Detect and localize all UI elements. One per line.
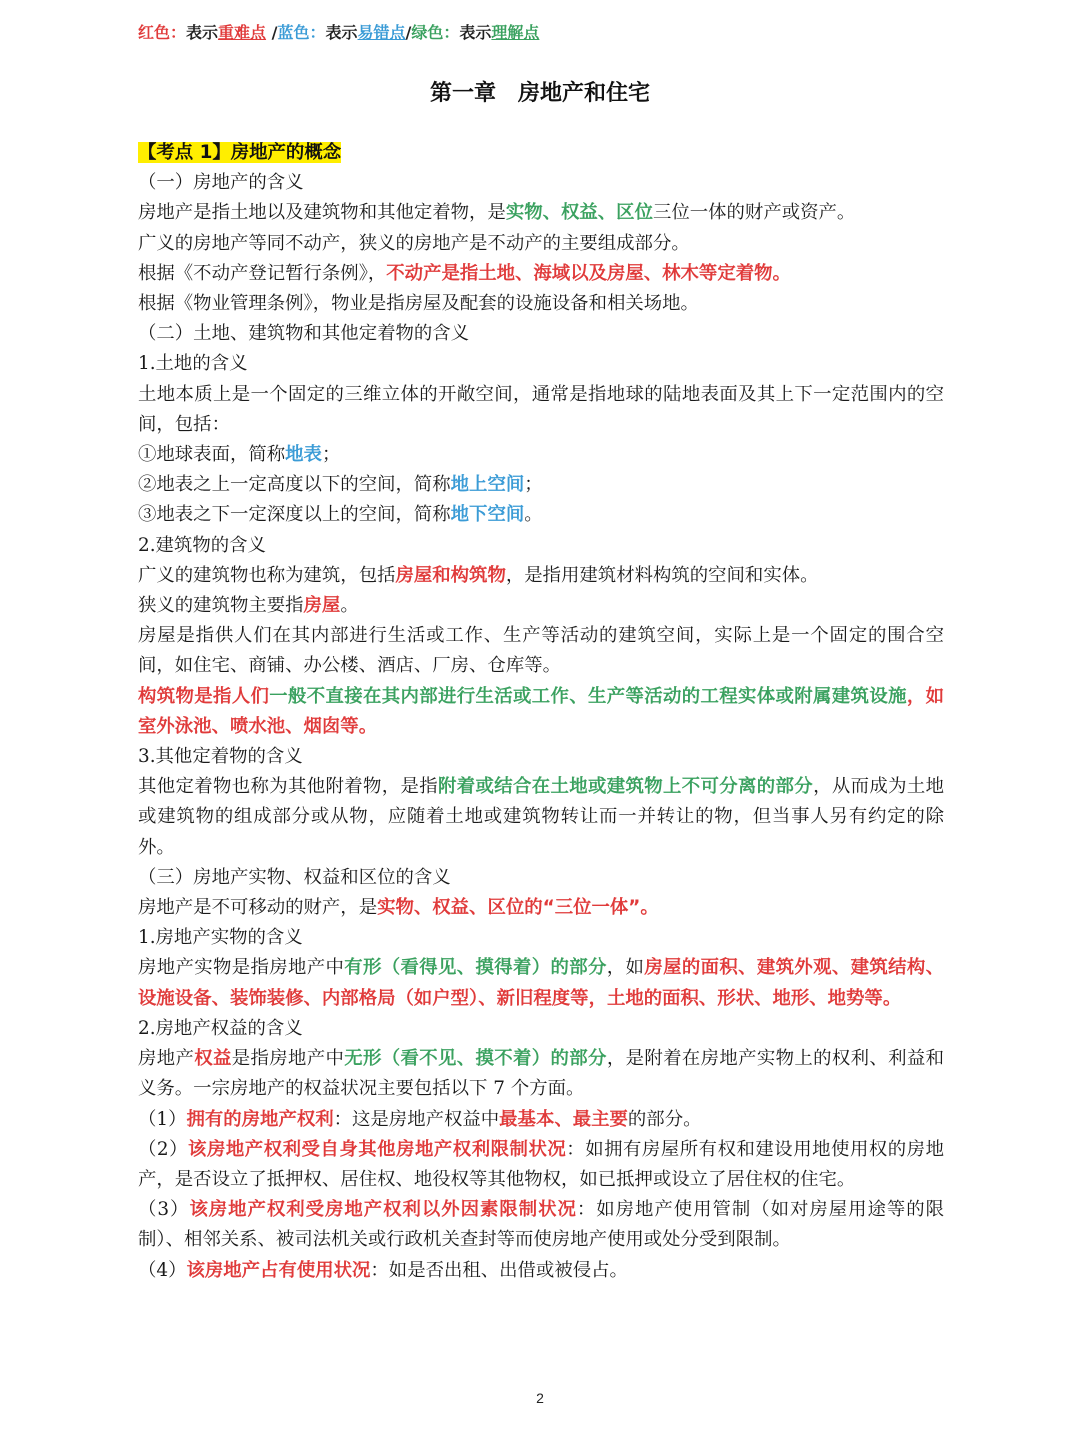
paragraph: 狭义的建筑物主要指房屋。	[138, 595, 359, 617]
subheading: 2.建筑物的含义	[138, 534, 266, 556]
error-prone-point: 地下空间	[450, 504, 525, 526]
subheading: 1.土地的含义	[138, 353, 248, 375]
understanding-point: 实物、权益、区位	[505, 202, 653, 224]
color-legend	[138, 20, 539, 46]
key-point: 实物、权益、区位的“三位一体”	[377, 897, 641, 919]
key-point: 权益	[194, 1048, 232, 1070]
understanding-point: 一般不直接在其内部进行生活或工作、生产等活动的工程实体或附属建筑设施	[269, 685, 907, 707]
legend-green-desc: 表示	[459, 23, 492, 42]
key-point: 拥有的房地产权利	[186, 1108, 334, 1130]
legend-separator: /	[405, 23, 412, 42]
paragraph: 根据《不动产登记暂行条例》，不动产是指土地、海域以及房屋、林木等定着物。	[138, 262, 791, 284]
key-point: 房屋的面积、建筑外观、建筑结构、设施设备、装饰装修、内部格局（如户型）、新旧程度等，土地的面积、形状、地形、地势等。	[138, 957, 944, 1009]
legend-blue-label: 蓝色：	[277, 23, 326, 42]
paragraph: 房地产实物是指房地产中有形（看得见、摸得着）的部分，如房屋的面积、建筑外观、建筑结构、设施设备、装饰装修、内部格局（如户型）、新旧程度等，土地的面积、形状、地形、地势等。	[138, 957, 944, 1009]
section-heading: （一）房地产的含义	[138, 172, 304, 194]
key-point: ，如室外泳池、喷水池、烟囱等。	[138, 685, 944, 737]
numbered-item: （3）该房地产权利受房地产权利以外因素限制状况：如房地产使用管制（如对房屋用途等的限制）、相邻关系、被司法机关或行政机关查封等而使房地产使用或处分受到限制。	[138, 1199, 944, 1251]
section-heading: （二）土地、建筑物和其他定着物的含义	[138, 323, 470, 345]
key-point: 构筑物是指人们	[138, 685, 270, 707]
numbered-item: （2）该房地产权利受自身其他房地产权利限制状况：如拥有房屋所有权和建设用地使用权的房地产，是否设立了抵押权、居住权、地役权等其他物权，如已抵押或设立了居住权的住宅。	[138, 1138, 944, 1190]
page-number: 2	[536, 1390, 544, 1406]
paragraph: 房地产是指土地以及建筑物和其他定着物，是实物、权益、区位三位一体的财产或资产。	[138, 202, 856, 224]
paragraph: 土地本质上是一个固定的三维立体的开敞空间，通常是指地球的陆地表面及其上下一定范围内的空间，包括：	[138, 383, 944, 435]
paragraph: 广义的房地产等同不动产，狭义的房地产是不动产的主要组成部分。	[138, 232, 690, 254]
key-point: 房屋	[303, 595, 341, 617]
paragraph	[138, 682, 944, 742]
paragraph: 根据《物业管理条例》，物业是指房屋及配套的设施设备和相关场地。	[138, 293, 699, 315]
key-point: 该房地产权利受房地产权利以外因素限制状况	[189, 1199, 577, 1221]
subheading: 2.房地产权益的含义	[138, 1017, 303, 1039]
paragraph: 房屋是指供人们在其内部进行生活或工作、生产等活动的建筑空间，实际上是一个固定的围合空间，如住宅、商铺、办公楼、酒店、厂房、仓库等。	[138, 625, 944, 677]
understanding-point: 无形（看不见、摸不着）的部分	[344, 1048, 607, 1070]
subheading: 1.房地产实物的含义	[138, 927, 303, 949]
paragraph: 房地产权益是指房地产中无形（看不见、摸不着）的部分，是附着在房地产实物上的权利、利益和义务。一宗房地产的权益状况主要包括以下 7 个方面。	[138, 1048, 944, 1100]
paragraph: 广义的建筑物也称为建筑，包括房屋和构筑物，是指用建筑材料构筑的空间和实体。	[138, 564, 819, 586]
understanding-point: 附着或结合在土地或建筑物上不可分离的部分	[438, 776, 814, 798]
legend-red-label: 红色：	[138, 23, 187, 42]
subheading: 3.其他定着物的含义	[138, 746, 303, 768]
key-point: 房屋和构筑物	[395, 564, 506, 586]
legend-separator: /	[266, 23, 278, 42]
error-prone-point: 地上空间	[450, 474, 525, 496]
legend-blue-desc: 表示	[325, 23, 358, 42]
key-point: 该房地产权利受自身其他房地产权利限制状况	[188, 1138, 567, 1160]
legend-red-desc: 表示	[186, 23, 219, 42]
legend-blue-term: 易错点	[357, 23, 406, 42]
numbered-item: （4）该房地产占有使用状况：如是否出租、出借或被侵占。	[138, 1259, 628, 1281]
list-item: ③地表之下一定深度以上的空间，简称地下空间。	[138, 504, 543, 526]
paragraph: 房地产是不可移动的财产，是实物、权益、区位的“三位一体”。	[138, 897, 659, 919]
paragraph: 其他定着物也称为其他附着物，是指附着或结合在土地或建筑物上不可分离的部分，从而成为土地或建筑物的组成部分或从物，应随着土地或建筑物转让而一并转让的物，但当事人另有约定的除外。	[138, 776, 944, 858]
document-body	[138, 138, 944, 1286]
key-point: 不动产是指土地、海域以及房屋、林木等定着物。	[386, 262, 791, 284]
error-prone-point: 地表	[285, 444, 322, 466]
legend-red-term: 重难点	[218, 23, 267, 42]
legend-green-label: 绿色：	[411, 23, 460, 42]
kaodian-label: 【考点 1】房地产的概念	[138, 142, 342, 163]
kaodian-heading	[138, 138, 944, 168]
section-heading: （三）房地产实物、权益和区位的含义	[138, 866, 451, 888]
list-item: ①地球表面，简称地表；	[138, 444, 341, 466]
key-point: 最基本、最主要	[499, 1108, 628, 1130]
legend-green-term: 理解点	[491, 23, 540, 42]
chapter-title: 第一章 房地产和住宅	[429, 81, 650, 106]
numbered-item: （1）拥有的房地产权利：这是房地产权益中最基本、最主要的部分。	[138, 1108, 702, 1130]
key-point: 该房地产占有使用状况	[186, 1259, 371, 1281]
list-item: ②地表之上一定高度以下的空间，简称地上空间；	[138, 474, 543, 496]
understanding-point: 有形（看得见、摸得着）的部分	[344, 957, 607, 979]
